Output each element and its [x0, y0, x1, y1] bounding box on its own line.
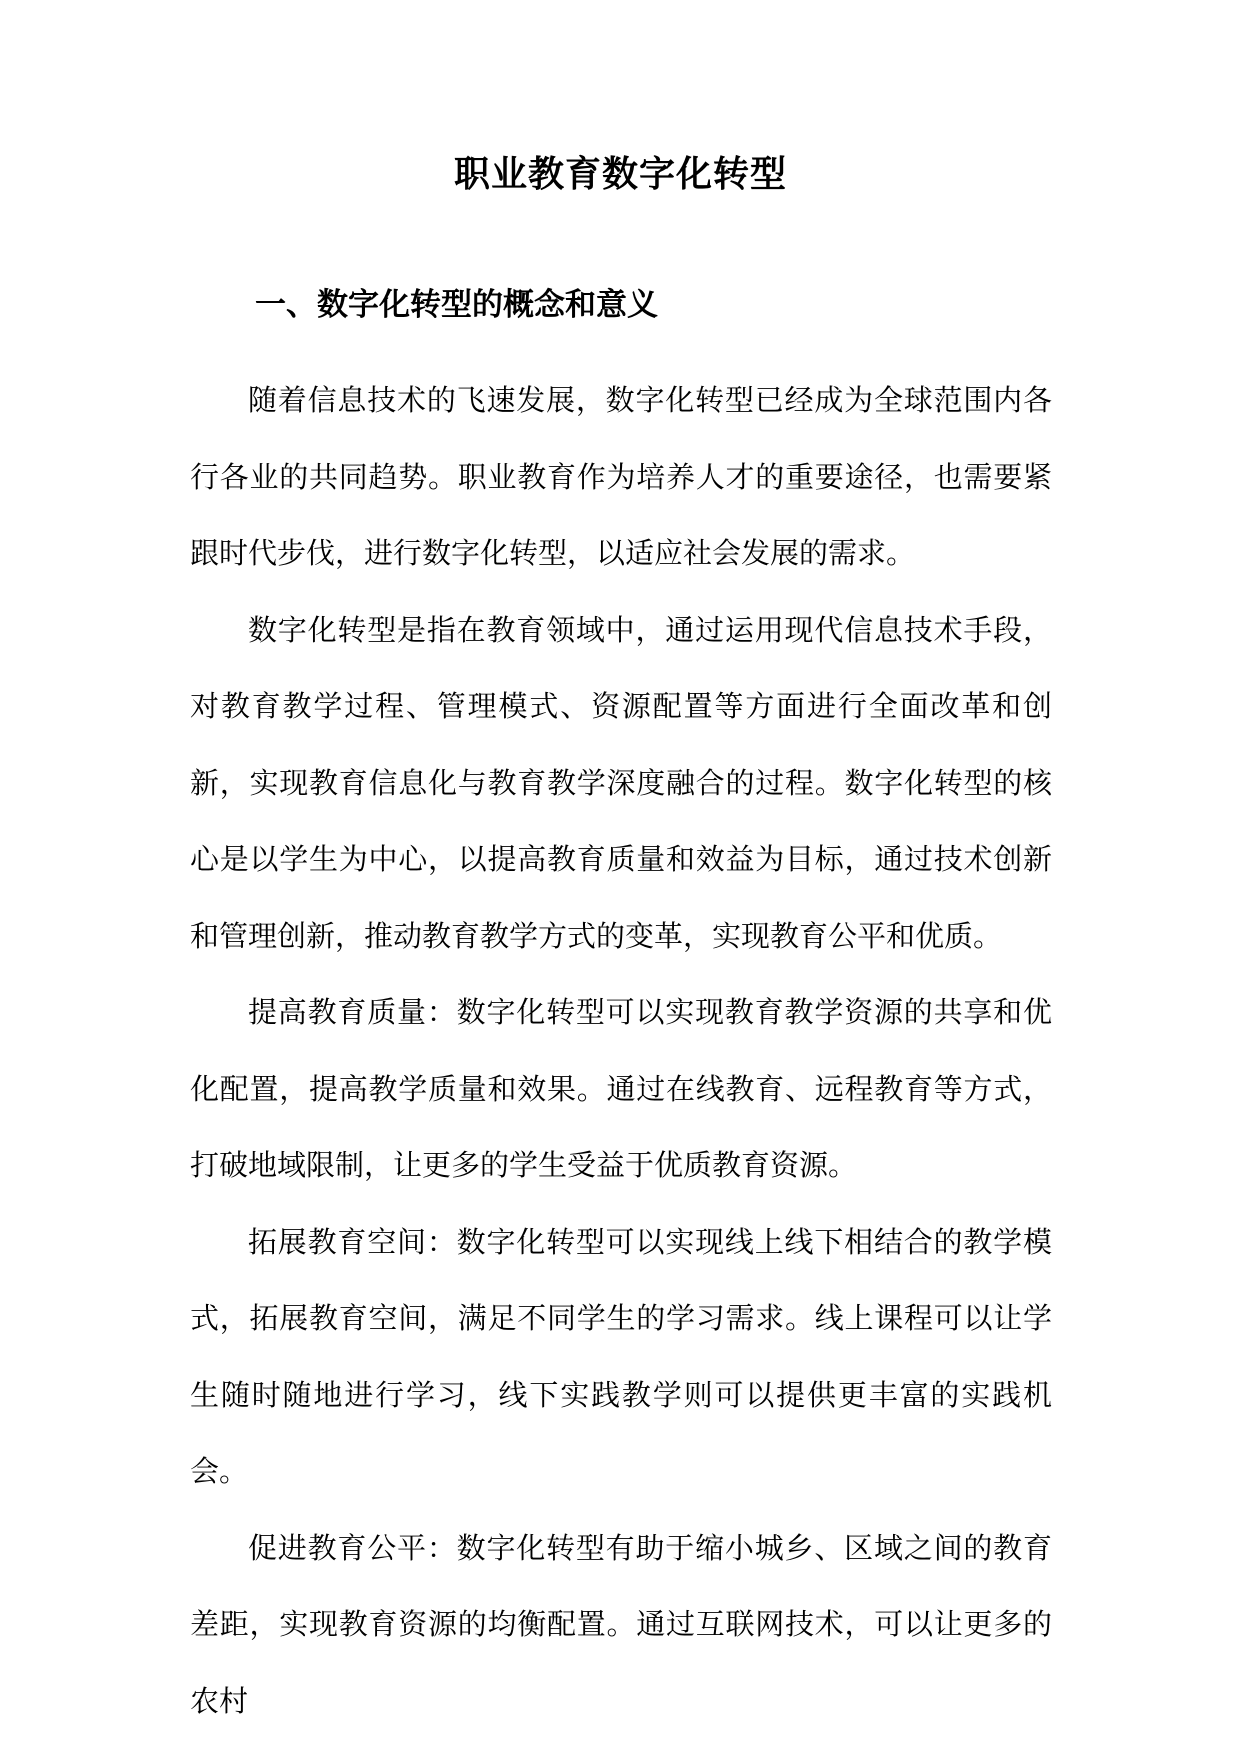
document-title: 职业教育数字化转型	[453, 154, 787, 195]
section-heading: 一、数字化转型的概念和意义	[255, 287, 658, 323]
paragraph: 促进教育公平：数字化转型有助于缩小城乡、区域之间的教育差距，实现教育资源的均衡配置。通过互联网技术，可以让更多的农村	[190, 1530, 1052, 1718]
paragraph: 提高教育质量：数字化转型可以实现教育教学资源的共享和优化配置，提高教学质量和效果。通过在线教育、远程教育等方式，打破地域限制，让更多的学生受益于优质教育资源。	[190, 995, 1052, 1182]
paragraph: 数字化转型是指在教育领域中，通过运用现代信息技术手段，对教育教学过程、管理模式、资源配置等方面进行全面改革和创新，实现教育信息化与教育教学深度融合的过程。数字化转型的核心是以学生为中心，以提高教育质量和效益为目标，通过技术创新和管理创新，推动教育教学方式的变革，实现教育公平和优质。	[190, 612, 1052, 953]
paragraph: 随着信息技术的飞速发展，数字化转型已经成为全球范围内各行各业的共同趋势。职业教育作为培养人才的重要途径，也需要紧跟时代步伐，进行数字化转型，以适应社会发展的需求。	[190, 383, 1052, 570]
body-text	[190, 362, 1052, 1739]
paragraph: 拓展教育空间：数字化转型可以实现线上线下相结合的教学模式，拓展教育空间，满足不同学生的学习需求。线上课程可以让学生随时随地进行学习，线下实践教学则可以提供更丰富的实践机会。	[190, 1224, 1052, 1488]
